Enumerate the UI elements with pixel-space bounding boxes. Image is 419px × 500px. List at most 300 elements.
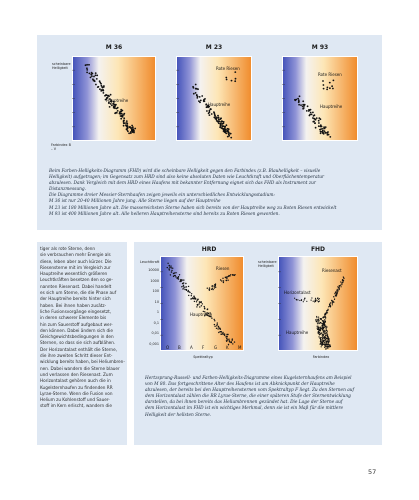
star-point xyxy=(325,349,326,350)
star-point xyxy=(306,110,308,112)
chart-title-m23: M 23 xyxy=(205,44,223,51)
star-point xyxy=(301,299,302,300)
caption-line: Helligkeit der hellsten Sterne. xyxy=(145,412,212,418)
m36-y-axis-label: scheinbare Helligkeit xyxy=(52,62,71,70)
body-text-line: Kugelsternhaufen zu findenden RR xyxy=(40,384,113,390)
star-point xyxy=(214,114,216,116)
star-point xyxy=(324,327,325,328)
star-point xyxy=(231,80,233,82)
caption-line: abzulesen, der bereits bei den Hauptreihensternen vom Spektraltyp F liegt. Zu den Sternen auf xyxy=(145,388,355,394)
star-point xyxy=(229,275,230,276)
star-point xyxy=(321,341,322,342)
star-point xyxy=(191,293,192,294)
star-point xyxy=(175,276,176,277)
star-point xyxy=(324,130,326,132)
star-point xyxy=(319,298,320,299)
c-m36-svg xyxy=(72,56,156,141)
body-text-line: und verlassen den Riesenast. Zum xyxy=(40,371,113,377)
chart-annotation: Hauptreihe xyxy=(106,98,129,103)
star-point xyxy=(315,127,317,129)
star-point xyxy=(317,298,318,299)
star-point xyxy=(320,322,321,323)
body-text-line: in deren schwerer Elemente bis xyxy=(40,315,107,321)
star-point xyxy=(223,280,224,281)
star-point xyxy=(300,104,302,106)
star-point xyxy=(327,334,328,335)
star-point xyxy=(313,115,315,117)
star-point xyxy=(326,346,327,347)
body-text-line: den können. Dabei ändern sich die xyxy=(40,327,113,333)
star-point xyxy=(105,94,107,96)
star-point xyxy=(180,279,181,280)
fhd-x-axis-label: Farbindex xyxy=(312,355,330,359)
star-point xyxy=(123,113,125,115)
star-point xyxy=(327,87,329,89)
star-point xyxy=(322,317,323,318)
star-point xyxy=(234,274,235,275)
star-point xyxy=(297,98,299,100)
chart-annotation: Hauptreihe xyxy=(320,104,343,109)
star-point xyxy=(109,106,111,108)
star-point xyxy=(185,283,186,284)
star-point xyxy=(171,267,172,268)
hrd-x-tick-label: A xyxy=(190,345,193,350)
star-point xyxy=(339,287,340,288)
star-point xyxy=(177,277,178,278)
star-point xyxy=(329,344,330,345)
star-point xyxy=(123,125,125,127)
star-point xyxy=(322,324,323,325)
star-point xyxy=(199,101,201,103)
star-point xyxy=(227,130,229,132)
star-point xyxy=(317,329,318,330)
star-point xyxy=(332,88,334,90)
star-point xyxy=(199,96,201,98)
star-point xyxy=(131,125,133,127)
star-point xyxy=(90,74,92,76)
star-point xyxy=(312,117,314,119)
star-point xyxy=(178,278,179,279)
star-point xyxy=(318,322,319,323)
star-point xyxy=(325,342,326,343)
star-point xyxy=(90,77,92,79)
fhd-diagram xyxy=(278,256,358,351)
body-text-line: Sternen, so dass sie sich aufblähen. xyxy=(40,340,116,346)
star-point xyxy=(317,300,318,301)
star-point xyxy=(95,84,97,86)
star-point xyxy=(181,286,182,287)
hrd-y-tick-label: 1000 xyxy=(150,278,159,283)
star-point xyxy=(315,299,316,300)
star-point xyxy=(175,272,176,273)
star-point xyxy=(126,129,128,131)
star-point xyxy=(194,301,195,302)
c-m23-svg xyxy=(176,56,252,141)
star-point xyxy=(322,339,323,340)
star-point xyxy=(220,123,222,125)
hrd-y-tick-label: 0,01 xyxy=(151,331,159,335)
star-point xyxy=(201,95,203,97)
star-point xyxy=(325,339,326,340)
star-point xyxy=(128,132,130,134)
hrd-y-tick-label: 0,1 xyxy=(153,320,159,325)
star-point xyxy=(205,104,207,106)
star-point xyxy=(337,291,338,292)
star-point xyxy=(196,300,197,301)
star-point xyxy=(334,293,335,294)
star-point xyxy=(120,109,122,111)
star-point xyxy=(204,306,205,307)
star-point xyxy=(320,131,322,133)
star-point xyxy=(298,101,300,103)
star-point xyxy=(321,337,322,338)
star-point xyxy=(214,287,215,288)
star-point xyxy=(227,280,228,281)
star-point xyxy=(333,302,334,303)
star-point xyxy=(121,113,123,115)
star-point xyxy=(127,126,129,128)
caption-line: darstellen, da bei ihnen bereits das Heliumbrennen gezündet hat. Die Lage der Sterne auf xyxy=(145,400,343,406)
star-point xyxy=(221,125,223,127)
star-point xyxy=(226,341,227,342)
m93-diagram xyxy=(282,56,358,141)
star-point xyxy=(226,280,227,281)
star-point xyxy=(113,105,115,107)
caption-line: M 23 ist 180 Millionen Jahre alt. Die massereichsten Sterne haben sich bereits von der Hauptreihe weg zu Roten Riesen entwickelt xyxy=(49,205,337,211)
hrd-x-axis-label: Spektraltyp xyxy=(193,355,213,359)
chart-title-hrd: HRD xyxy=(201,246,217,253)
body-text-line: Riesensterne mit im Vergleich zur xyxy=(40,264,111,270)
star-point xyxy=(328,346,329,347)
star-point xyxy=(218,119,220,121)
star-point xyxy=(328,306,329,307)
star-point xyxy=(229,340,230,341)
star-point xyxy=(167,267,168,268)
star-point xyxy=(323,335,324,336)
star-point xyxy=(324,324,325,325)
star-point xyxy=(221,331,222,332)
star-point xyxy=(123,117,125,119)
star-point xyxy=(327,348,328,349)
star-point xyxy=(328,344,329,345)
star-point xyxy=(218,332,219,333)
caption-line: M 36 ist nur 20-40 Millionen Jahre jung. Alle Sterne liegen auf der Hauptreihe xyxy=(49,199,221,205)
star-point xyxy=(120,111,122,113)
hrd-y-tick-label: 10 xyxy=(154,299,159,304)
star-point xyxy=(323,321,324,322)
body-text-line: haben. Bei ihnen haben zusätz- xyxy=(40,302,107,308)
star-point xyxy=(303,301,304,302)
star-point xyxy=(120,115,122,117)
star-point xyxy=(212,285,213,286)
body-text-line: wicklung bereits haben, bei Heliumbren- xyxy=(40,359,125,365)
caption-line: abzulesen. Dank Vergleich mit dem HRD eines Haufens mit bekannter Entfernung eignet sich das FHD als Instrument zur xyxy=(49,181,316,187)
star-point xyxy=(216,328,217,329)
star-point xyxy=(327,134,329,136)
hrd-y-tick-label: 0,001 xyxy=(149,341,159,346)
star-point xyxy=(222,332,223,333)
star-point xyxy=(331,85,333,87)
star-point xyxy=(312,121,314,123)
star-point xyxy=(223,334,224,335)
star-point xyxy=(323,126,325,128)
star-point xyxy=(320,344,321,345)
star-point xyxy=(195,84,197,86)
caption-line: Hertzsprung-Russell- und Farben-Helligkeits-Diagramme eines Kugelsternhaufens am Beispiel xyxy=(145,376,352,381)
star-point xyxy=(326,326,327,327)
star-point xyxy=(324,331,325,332)
star-point xyxy=(192,297,193,298)
star-point xyxy=(86,69,88,71)
star-point xyxy=(232,338,233,339)
hrd-y-tick-label: 100 xyxy=(152,289,159,293)
star-point xyxy=(321,327,322,328)
star-point xyxy=(186,286,187,287)
star-point xyxy=(341,284,342,285)
star-point xyxy=(326,132,328,134)
star-point xyxy=(218,326,219,327)
star-point xyxy=(91,75,93,77)
star-point xyxy=(188,291,189,292)
star-point xyxy=(227,339,228,340)
star-point xyxy=(86,64,88,66)
star-point xyxy=(323,133,325,135)
star-point xyxy=(319,331,320,332)
body-text-line: Lyrae-Sterne. Wenn die Fusion von xyxy=(40,390,113,396)
star-point xyxy=(88,64,90,66)
star-point xyxy=(215,284,216,285)
star-point xyxy=(227,132,229,134)
star-point xyxy=(196,97,198,99)
star-point xyxy=(333,296,334,297)
star-point xyxy=(110,103,112,105)
chart-annotation: Riesen xyxy=(216,266,230,271)
star-point xyxy=(326,343,327,344)
star-point xyxy=(120,118,122,120)
star-point xyxy=(226,338,227,339)
star-point xyxy=(320,337,321,338)
star-point xyxy=(170,274,171,275)
star-point xyxy=(228,339,229,340)
star-point xyxy=(195,88,197,90)
star-point xyxy=(225,277,226,278)
star-point xyxy=(117,107,119,109)
hrd-x-tick-label: K xyxy=(226,345,229,350)
star-point xyxy=(196,306,197,307)
star-point xyxy=(228,135,230,137)
star-point xyxy=(123,123,125,125)
body-text-line: diese, leben aber auch kürzer. Die xyxy=(40,258,112,264)
star-point xyxy=(103,92,105,94)
star-point xyxy=(304,299,305,300)
star-point xyxy=(217,322,218,323)
hrd-x-tick-label: B xyxy=(178,345,181,350)
star-point xyxy=(316,321,317,322)
star-point xyxy=(232,343,233,344)
star-point xyxy=(325,318,326,319)
c-fhd-svg xyxy=(278,256,358,351)
star-point xyxy=(308,109,310,111)
star-point xyxy=(325,313,326,314)
star-point xyxy=(332,303,333,304)
star-point xyxy=(221,120,223,122)
star-point xyxy=(130,127,132,129)
star-point xyxy=(167,263,168,264)
star-point xyxy=(339,285,340,286)
star-point xyxy=(225,77,227,79)
star-point xyxy=(227,276,228,277)
star-point xyxy=(327,310,328,311)
star-point xyxy=(321,343,322,344)
star-point xyxy=(322,326,323,327)
star-point xyxy=(226,334,227,335)
star-point xyxy=(318,317,319,318)
star-point xyxy=(296,299,297,300)
chart-title-m36: M 36 xyxy=(105,44,123,51)
star-point xyxy=(324,333,325,334)
star-point xyxy=(319,327,320,328)
star-point xyxy=(317,319,318,320)
star-point xyxy=(126,122,128,124)
star-point xyxy=(338,289,339,290)
chart-annotation: Rote Riesen xyxy=(216,66,240,71)
star-point xyxy=(179,274,180,275)
c-hrd-svg xyxy=(160,256,244,351)
star-point xyxy=(330,302,331,303)
star-point xyxy=(302,104,304,106)
star-point xyxy=(193,87,195,89)
star-point xyxy=(299,95,301,97)
star-point xyxy=(342,279,343,280)
star-point xyxy=(331,300,332,301)
star-point xyxy=(206,110,208,112)
star-point xyxy=(200,301,201,302)
star-point xyxy=(169,269,170,270)
star-point xyxy=(173,276,174,277)
star-point xyxy=(230,274,231,275)
star-point xyxy=(318,333,319,334)
hrd-x-tick-label: G xyxy=(214,345,218,350)
star-point xyxy=(337,286,338,287)
m36-diagram xyxy=(72,56,156,141)
star-point xyxy=(223,125,225,127)
star-point xyxy=(195,92,197,94)
star-point xyxy=(117,110,119,112)
star-point xyxy=(324,340,325,341)
star-point xyxy=(312,112,314,114)
star-point xyxy=(95,74,97,76)
star-point xyxy=(318,336,319,337)
star-point xyxy=(330,346,331,347)
star-point xyxy=(220,279,221,280)
star-point xyxy=(315,298,316,299)
star-point xyxy=(322,80,324,82)
star-point xyxy=(182,283,183,284)
star-point xyxy=(321,333,322,334)
hrd-x-tick-label: F xyxy=(202,345,205,350)
m36-x-axis-label: Farbindex B – V xyxy=(51,143,71,151)
star-point xyxy=(224,131,226,133)
star-point xyxy=(328,337,329,338)
star-point xyxy=(101,86,103,88)
star-point xyxy=(211,113,213,115)
body-text-line: Der Horizontalast enthält die Sterne, xyxy=(40,346,117,352)
star-point xyxy=(226,124,228,126)
star-point xyxy=(207,288,208,289)
star-point xyxy=(213,111,215,113)
star-point xyxy=(318,125,320,127)
star-point xyxy=(219,120,221,122)
star-point xyxy=(327,338,328,339)
star-point xyxy=(93,80,95,82)
star-point xyxy=(217,328,218,329)
star-point xyxy=(188,295,189,296)
star-point xyxy=(93,76,95,78)
star-point xyxy=(343,278,344,279)
star-point xyxy=(318,299,319,300)
star-point xyxy=(302,100,304,102)
star-point xyxy=(313,301,314,302)
star-point xyxy=(294,99,296,101)
star-point xyxy=(326,328,327,329)
body-text-line: tiger als rote Sterne, denn xyxy=(40,246,96,251)
star-point xyxy=(321,345,322,346)
star-point xyxy=(96,75,98,77)
star-point xyxy=(133,132,135,134)
star-point xyxy=(222,278,223,279)
star-point xyxy=(207,308,208,309)
star-point xyxy=(232,274,233,275)
star-point xyxy=(211,318,212,319)
star-point xyxy=(100,83,102,85)
caption-line: dem Horizontalast im FHD ist ein wichtiges Merkmal, denn sie ist ein Maß für die mittlere xyxy=(145,406,344,412)
star-point xyxy=(315,319,316,320)
star-point xyxy=(329,136,331,138)
star-point xyxy=(96,78,98,80)
star-point xyxy=(322,128,324,130)
star-point xyxy=(226,336,227,337)
star-point xyxy=(226,278,227,279)
star-point xyxy=(214,326,215,327)
star-point xyxy=(212,288,213,289)
star-point xyxy=(319,129,321,131)
fhd-y-axis-label: scheinbare Helligkeit xyxy=(258,260,277,268)
star-point xyxy=(336,290,337,291)
star-point xyxy=(110,94,112,96)
star-point xyxy=(197,88,199,90)
star-point xyxy=(329,304,330,305)
hrd-x-tick-label: O xyxy=(166,345,170,350)
star-point xyxy=(200,100,202,102)
bottom-figure-caption xyxy=(145,376,373,419)
star-point xyxy=(319,301,320,302)
star-point xyxy=(340,281,341,282)
star-point xyxy=(116,112,118,114)
body-text-line: Leuchtkräften besetzen den so ge- xyxy=(40,277,113,283)
star-point xyxy=(201,305,202,306)
star-point xyxy=(299,300,300,301)
star-point xyxy=(196,301,197,302)
star-point xyxy=(326,310,327,311)
caption-line: Die Diagramme dreier Messier-Sternhaufen zeigen jeweils ein unterschiedliches Entwicklungsstadium: xyxy=(49,193,275,199)
star-point xyxy=(316,316,317,317)
star-point xyxy=(342,280,343,281)
star-point xyxy=(214,324,215,325)
star-point xyxy=(217,115,219,117)
star-point xyxy=(302,108,304,110)
star-point xyxy=(230,137,232,139)
star-point xyxy=(320,132,322,134)
